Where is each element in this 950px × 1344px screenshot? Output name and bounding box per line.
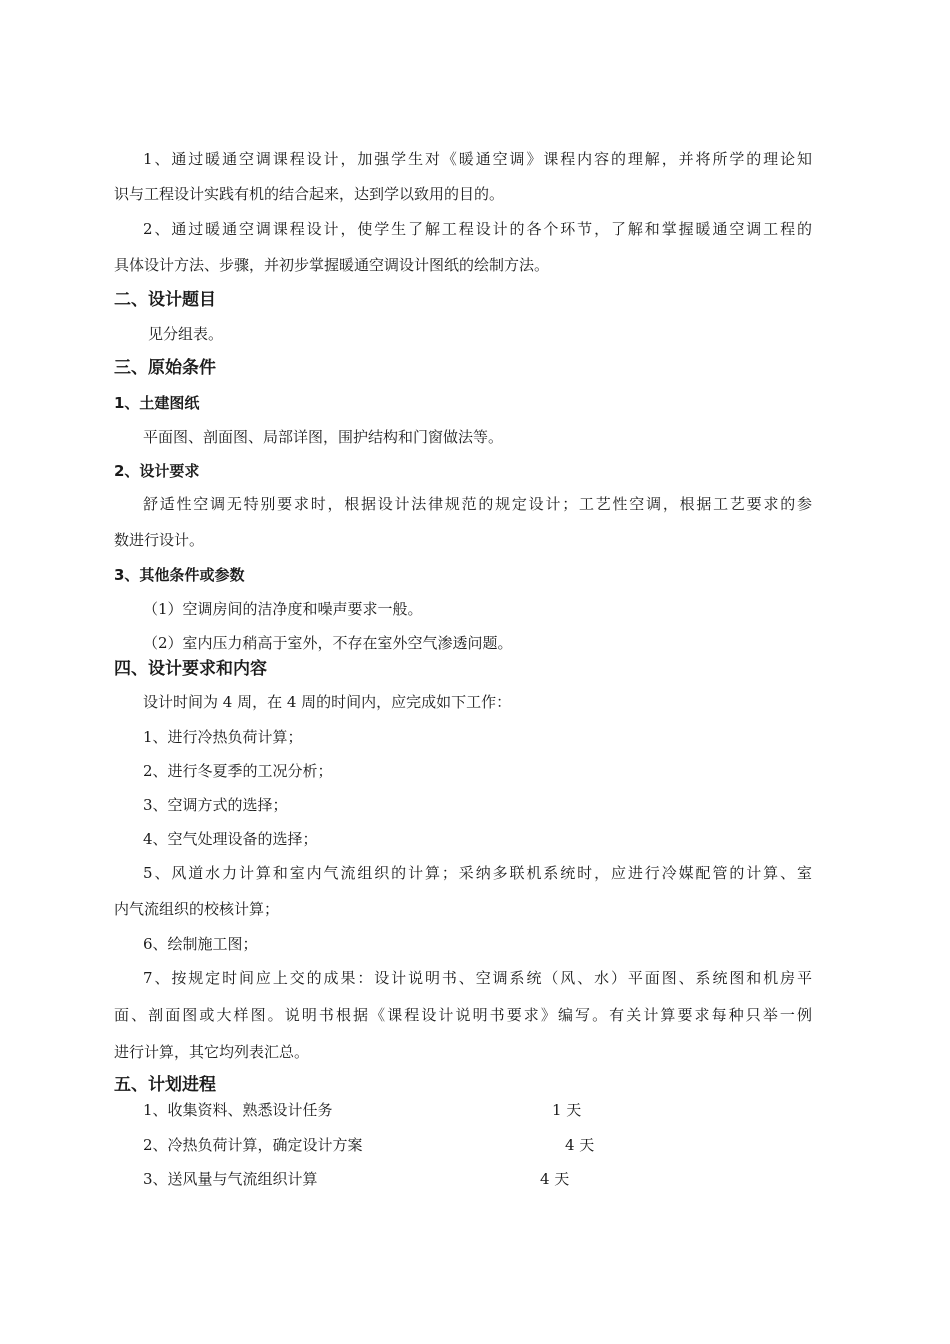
section-3-heading: 三、原始条件 [114, 358, 216, 378]
subsection-3-3-heading: 3、其他条件或参数 [114, 566, 245, 584]
section-4-heading: 四、设计要求和内容 [114, 659, 267, 679]
subsection-3-3-item-2: （2）室内压力稍高于室外，不存在室外空气渗透问题。 [143, 634, 513, 652]
section-5-heading: 五、计划进程 [114, 1075, 216, 1095]
section-4-item-1: 1、进行冷热负荷计算； [143, 728, 303, 746]
subsection-3-1-body: 平面图、剖面图、局部详图，围护结构和门窗做法等。 [143, 428, 504, 446]
section-4-item-7-line-1: 7、按规定时间应上交的成果：设计说明书、空调系统（风、水）平面图、系统图和机房平 [143, 969, 812, 987]
section-4-intro: 设计时间为 4 周，在 4 周的时间内，应完成如下工作： [143, 693, 512, 711]
schedule-task-1: 1、收集资料、熟悉设计任务 [143, 1101, 333, 1119]
schedule-days-3: 4 天 [540, 1170, 570, 1188]
schedule-task-2: 2、冷热负荷计算，确定设计方案 [143, 1136, 363, 1154]
objective-2-line-2: 具体设计方法、步骤，并初步掌握暖通空调设计图纸的绘制方法。 [114, 256, 550, 274]
section-2-body: 见分组表。 [148, 325, 224, 343]
section-4-item-4: 4、空气处理设备的选择； [143, 830, 318, 848]
subsection-3-2-heading: 2、设计要求 [114, 462, 200, 480]
subsection-3-2-line-1: 舒适性空调无特别要求时，根据设计法律规范的规定设计；工艺性空调，根据工艺要求的参 [143, 495, 812, 513]
objective-2-line-1: 2、通过暖通空调课程设计，使学生了解工程设计的各个环节，了解和掌握暖通空调工程的 [143, 220, 812, 238]
schedule-task-3: 3、送风量与气流组织计算 [143, 1170, 318, 1188]
section-4-item-2: 2、进行冬夏季的工况分析； [143, 762, 333, 780]
subsection-3-3-item-1: （1）空调房间的洁净度和噪声要求一般。 [143, 600, 423, 618]
objective-1-line-2: 识与工程设计实践有机的结合起来，达到学以致用的目的。 [114, 185, 505, 203]
objective-1-line-1: 1、通过暖通空调课程设计，加强学生对《暖通空调》课程内容的理解，并将所学的理论知 [143, 150, 812, 168]
schedule-days-2: 4 天 [565, 1136, 595, 1154]
subsection-3-1-heading: 1、土建图纸 [114, 394, 200, 412]
schedule-days-1: 1 天 [552, 1101, 582, 1119]
section-4-item-5-line-2: 内气流组织的校核计算； [114, 900, 280, 918]
section-4-item-3: 3、空调方式的选择； [143, 796, 288, 814]
section-4-item-6: 6、绘制施工图； [143, 935, 258, 953]
section-4-item-5-line-1: 5、风道水力计算和室内气流组织的计算；采纳多联机系统时，应进行冷媒配管的计算、室 [143, 864, 812, 882]
section-2-heading: 二、设计题目 [114, 290, 216, 310]
section-4-item-7-line-3: 进行计算，其它均列表汇总。 [114, 1043, 310, 1061]
subsection-3-2-line-2: 数进行设计。 [114, 531, 205, 549]
section-4-item-7-line-2: 面、剖面图或大样图。说明书根据《课程设计说明书要求》编写。有关计算要求每种只举一例 [114, 1006, 812, 1024]
